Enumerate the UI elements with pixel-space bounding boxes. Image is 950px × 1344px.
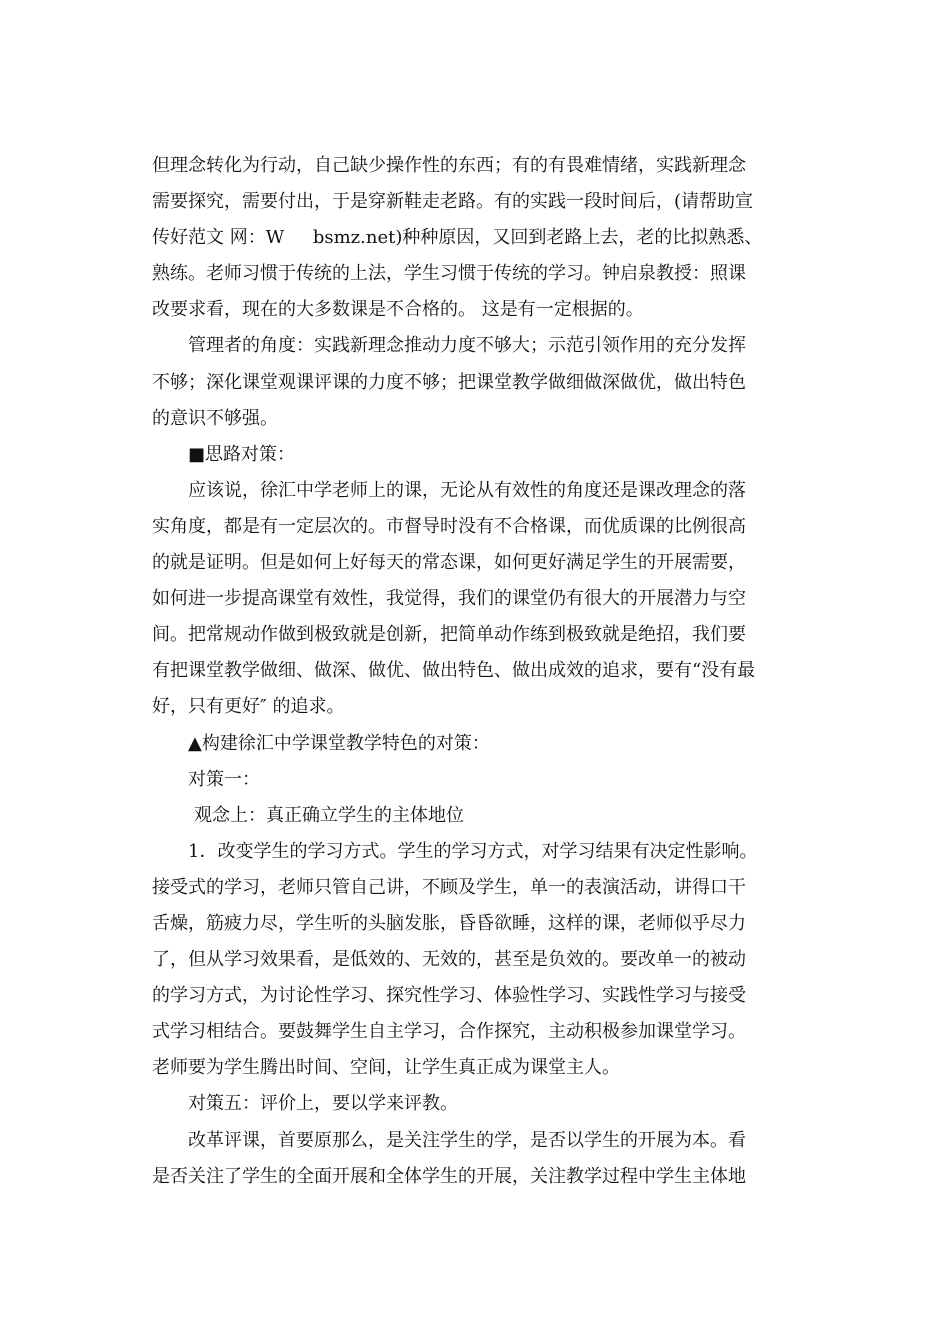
text-line: 不够；深化课堂观课评课的力度不够；把课堂教学做细做深做优，做出特色 (152, 371, 746, 393)
section-heading: ■思路对策： (188, 443, 296, 465)
text-line: 是否关注了学生的全面开展和全体学生的开展，关注教学过程中学生主体地 (152, 1165, 746, 1187)
text-line: 实角度，都是有一定层次的。市督导时没有不合格课，而优质课的比例很高 (152, 515, 746, 537)
section-heading: ▲构建徐汇中学课堂教学特色的对策： (188, 732, 490, 754)
text-line: 了，但从学习效果看，是低效的、无效的，甚至是负效的。要改单一的被动 (152, 949, 746, 971)
paragraph-first-line: 应该说，徐汇中学老师上的课，无论从有效性的角度还是课改理念的落 (188, 479, 746, 501)
text-line: 接受式的学习，老师只管自己讲，不顾及学生，单一的表演活动，讲得口干 (152, 876, 746, 898)
text-line: 的就是证明。但是如何上好每天的常态课，如何更好满足学生的开展需要， (152, 552, 746, 574)
text-line: 舌燥，筋疲力尽，学生听的头脑发胀，昏昏欲睡，这样的课，老师似乎尽力 (152, 912, 746, 934)
paragraph-first-line: 1．改变学生的学习方式。学生的学习方式，对学习结果有决定性影响。 (188, 840, 758, 862)
text-line: 的学习方式，为讨论性学习、探究性学习、体验性学习、实践性学习与接受 (152, 985, 746, 1007)
text-line: 需要探究，需要付出，于是穿新鞋走老路。有的实践一段时间后，(请帮助宣 (152, 191, 754, 213)
text-line: 式学习相结合。要鼓舞学生自主学习，合作探究，主动积极参加课堂学习。 (152, 1021, 746, 1043)
text-line: 有把课堂教学做细、做深、做优、做出特色、做出成效的追求，要有“没有最 (152, 660, 756, 682)
paragraph-first-line: 改革评课，首要原那么，是关注学生的学，是否以学生的开展为本。看 (188, 1129, 746, 1151)
document-body (152, 148, 792, 1195)
text-line: 但理念转化为行动，自己缺少操作性的东西；有的有畏难情绪，实践新理念 (152, 155, 746, 176)
text-line: 间。把常规动作做到极致就是创新，把简单动作练到极致就是绝招，我们要 (152, 624, 746, 646)
text-line: 老师要为学生腾出时间、空间，让学生真正成为课堂主人。 (152, 1057, 620, 1079)
text-line: 传好范文 网：W bsmz.net)种种原因，又回到老路上去，老的比拟熟悉、 (152, 227, 763, 249)
text-line: 如何进一步提高课堂有效性，我觉得，我们的课堂仍有很大的开展潜力与空 (152, 588, 746, 610)
subsection-heading: 对策一： (188, 768, 260, 790)
paragraph-first-line: 管理者的角度：实践新理念推动力度不够大；示范引领作用的充分发挥 (188, 335, 746, 357)
text-line: 好，只有更好″ 的追求。 (152, 696, 345, 718)
subsection-heading: 观念上：真正确立学生的主体地位 (194, 804, 464, 826)
text-line: 改要求看，现在的大多数课是不合格的。 这是有一定根据的。 (152, 299, 644, 321)
text-line: 熟练。老师习惯于传统的上法，学生习惯于传统的学习。钟启泉教授：照课 (152, 263, 746, 285)
subsection-heading: 对策五：评价上，要以学来评教。 (188, 1093, 458, 1115)
text-line: 的意识不够强。 (152, 407, 278, 429)
